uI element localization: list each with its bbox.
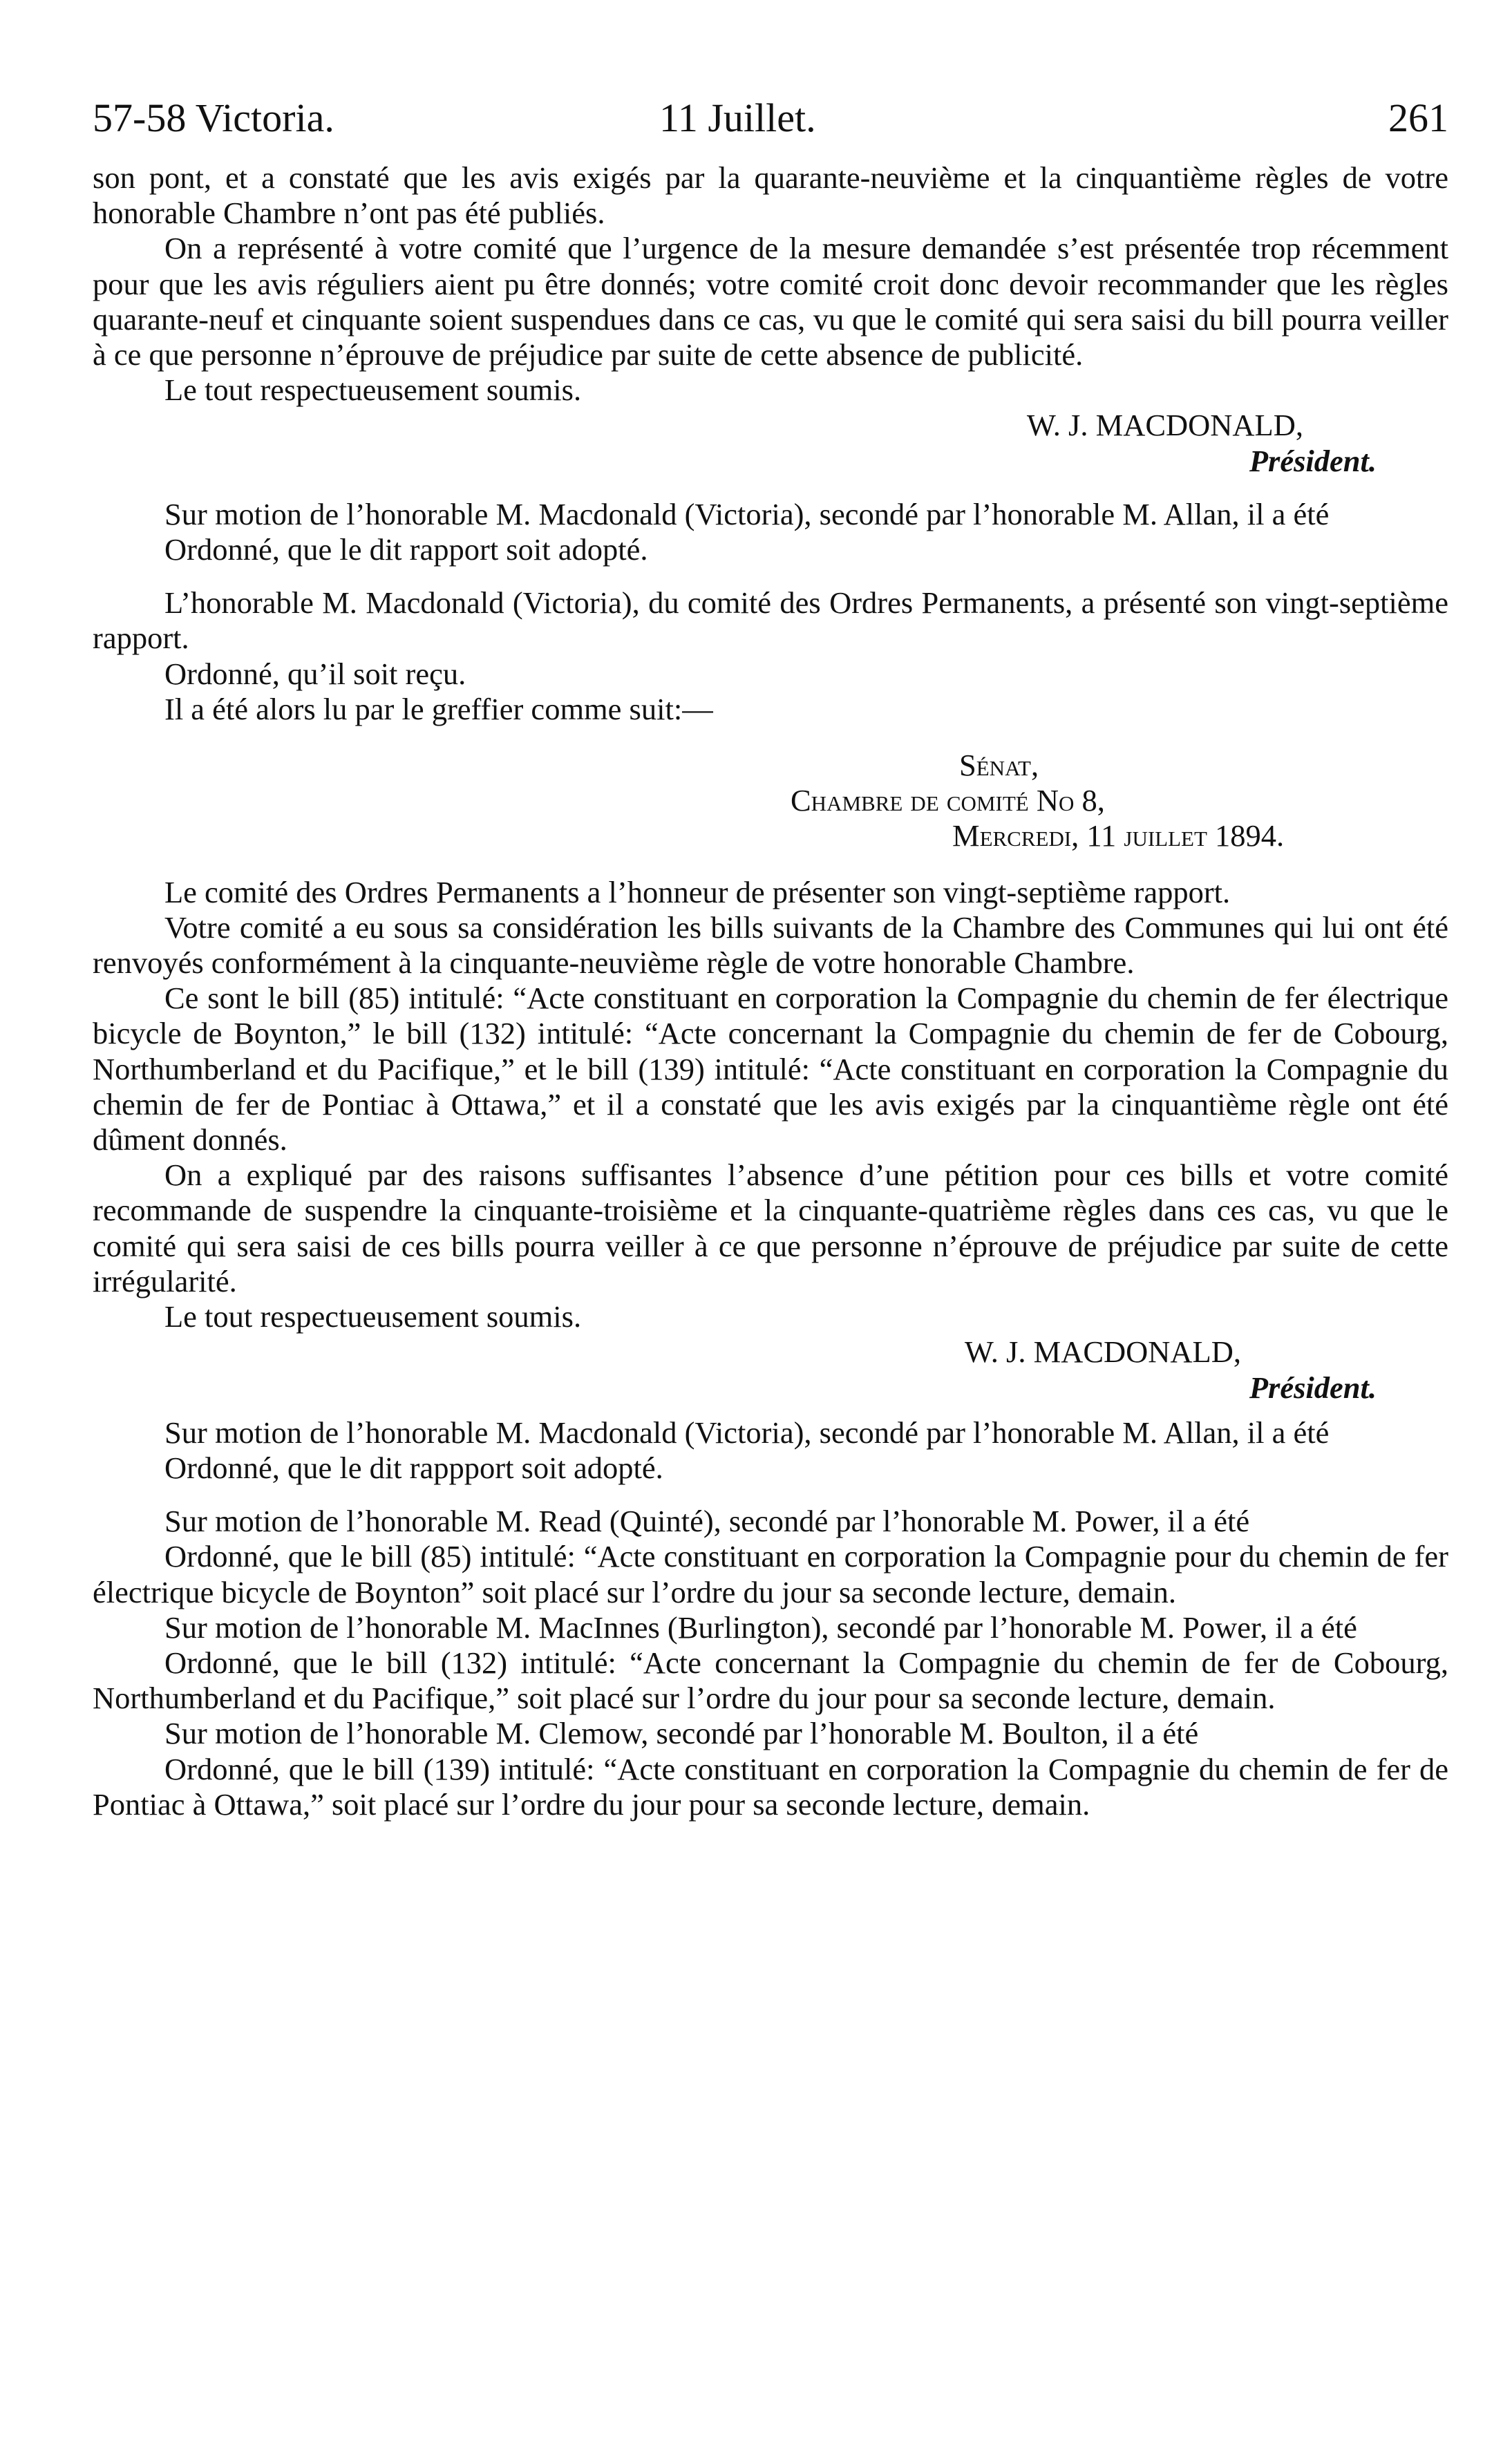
paragraph: Ordonné, que le dit rappport soit adopté. — [164, 1450, 663, 1485]
heading-chambre: Chambre de comité No 8, — [791, 783, 1105, 818]
heading-date: Mercredi, 11 juillet 1894. — [952, 818, 1285, 853]
page-number: 261 — [1388, 95, 1448, 140]
paragraph: Ordonné, que le bill (85) intitulé: “Acte constituant en corporation la Compagnie pour du chemin de fer électrique bicycle de Boynton” soit placé sur l’ordre du jour sa seconde lecture, demain. — [93, 1539, 1448, 1609]
paragraph: Le tout respectueusement soumis. — [164, 372, 582, 408]
paragraph: Sur motion de l’honorable M. Macdonald (Victoria), secondé par l’honorable M. Allan, il a été — [164, 496, 1330, 531]
paragraph: Ce sont le bill (85) intitulé: “Acte constituant en corporation la Compagnie du chemin de fer électrique bicycle de Boynton,” le bill (132) intitulé: “Acte concernant la Compagnie du chemin de fer de Cobourg, Northumberland et du Pacifique,” et le bill (139) intitulé: “Acte constituant en corporation la Compagnie du chemin de fer de Pontiac à Ottawa,” et il a constaté que les avis exigés par la cinquantième règle ont été dûment donnés. — [93, 981, 1448, 1158]
paragraph: On a expliqué par des raisons suffisantes l’absence d’une pétition pour ces bills et votre comité recommande de suspendre la cinquante-troisième et la cinquante-quatrième règles dans ces cas, vu que le comité qui sera saisi de ces bills pourra veiller à ce que personne n’éprouve de préjudice par suite de cette irrégularité. — [93, 1158, 1448, 1298]
heading-senat: Sénat, — [959, 748, 1039, 783]
paragraph: Sur motion de l’honorable M. Macdonald (Victoria), secondé par l’honorable M. Allan, il a été — [164, 1415, 1330, 1450]
header-session: 57-58 Victoria. — [93, 95, 334, 140]
header-date: 11 Juillet. — [659, 95, 816, 140]
paragraph: Ordonné, que le dit rapport soit adopté. — [164, 532, 648, 567]
signature-title: Président. — [1249, 443, 1377, 478]
paragraph: Le comité des Ordres Permanents a l’honneur de présenter son vingt-septième rapport. — [164, 874, 1231, 909]
paragraph: Sur motion de l’honorable M. MacInnes (Burlington), secondé par l’honorable M. Power, il a été — [164, 1609, 1357, 1645]
page-header — [93, 83, 1448, 160]
paragraph: Le tout respectueusement soumis. — [164, 1299, 582, 1334]
paragraph: son pont, et a constaté que les avis exigés par la quarante-neuvième et la cinquantième règles de votre honorable Chambre n’ont pas été publiés. — [93, 160, 1448, 231]
document-body — [93, 160, 1448, 1822]
signature-title: Président. — [1249, 1370, 1377, 1405]
paragraph: Ordonné, que le bill (139) intitulé: “Acte constituant en corporation la Compagnie du chemin de fer de Pontiac à Ottawa,” soit placé sur l’ordre du jour pour sa seconde lecture, demain. — [93, 1751, 1448, 1822]
paragraph: Sur motion de l’honorable M. Clemow, secondé par l’honorable M. Boulton, il a été — [164, 1716, 1199, 1751]
signature-name: W. J. MACDONALD, — [1026, 408, 1303, 443]
paragraph: Ordonné, qu’il soit reçu. — [164, 656, 466, 691]
paragraph: Il a été alors lu par le greffier comme suit:— — [164, 691, 713, 726]
paragraph: Sur motion de l’honorable M. Read (Quinté), secondé par l’honorable M. Power, il a été — [164, 1504, 1250, 1539]
paragraph: L’honorable M. Macdonald (Victoria), du comité des Ordres Permanents, a présenté son vingt-septième rapport. — [93, 585, 1448, 656]
paragraph: Ordonné, que le bill (132) intitulé: “Acte concernant la Compagnie du chemin de fer de Cobourg, Northumberland et du Pacifique,” soit placé sur l’ordre du jour pour sa seconde lecture, demain. — [93, 1645, 1448, 1716]
signature-name: W. J. MACDONALD, — [964, 1334, 1241, 1370]
report-heading — [93, 748, 1448, 854]
paragraph: Votre comité a eu sous sa considération les bills suivants de la Chambre des Communes qui lui ont été renvoyés conformément à la cinquante-neuvième règle de votre honorable Chambre. — [93, 909, 1448, 981]
paragraph: On a représenté à votre comité que l’urgence de la mesure demandée s’est présentée trop récemment pour que les avis réguliers aient pu être donnés; votre comité croit donc devoir recommander que les règles quarante-neuf et cinquante soient suspendues dans ce cas, vu que le comité qui sera saisi du bill pourra veiller à ce que personne n’éprouve de préjudice par suite de cette absence de publicité. — [93, 231, 1448, 372]
